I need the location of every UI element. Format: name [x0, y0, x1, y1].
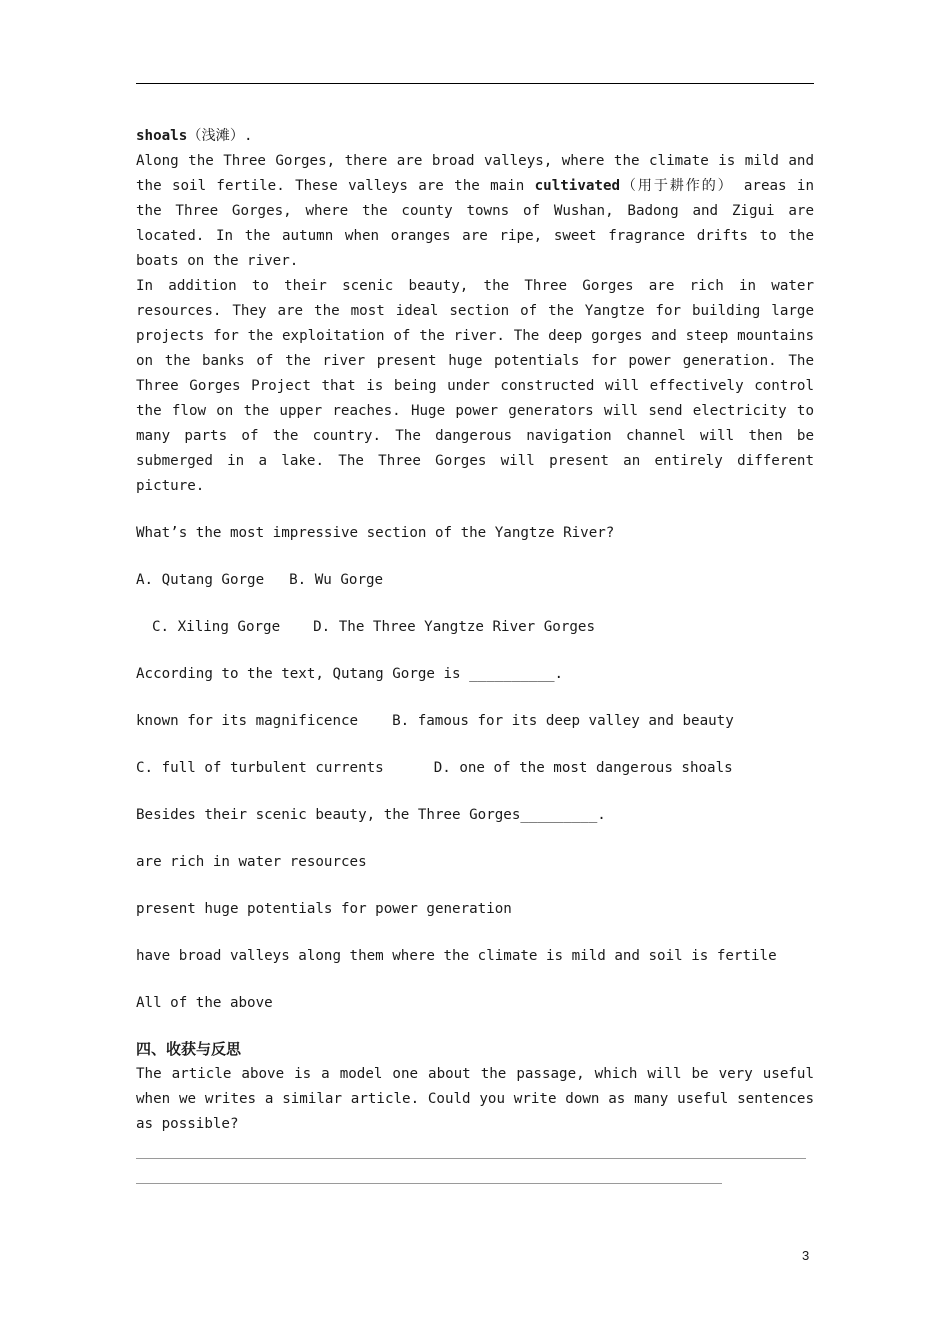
q1-option-a: A. Qutang Gorge — [136, 572, 265, 588]
q1-option-b: B. Wu Gorge — [289, 572, 384, 588]
q2-option-c: C. full of turbulent currents — [136, 760, 384, 776]
question-1-options-cd — [136, 615, 814, 640]
q1-option-c: C. Xiling Gorge — [152, 619, 281, 635]
answer-line-2[interactable] — [136, 1183, 722, 1184]
page-number: 3 — [802, 1248, 810, 1263]
q3-option-a: are rich in water resources — [136, 854, 367, 870]
shoals-gloss: （浅滩）. — [187, 128, 253, 144]
header-rule — [136, 83, 814, 84]
q2-option-b: B. famous for its deep valley and beauty — [392, 713, 734, 729]
q1-option-d: D. The Three Yangtze River Gorges — [313, 619, 595, 635]
question-1-stem: What’s the most impressive section of the Yangtze River? — [136, 525, 615, 541]
bold-term-shoals: shoals — [136, 128, 188, 144]
q3-option-d: All of the above — [136, 995, 273, 1011]
question-3-stem: Besides their scenic beauty, the Three Gorges_________. — [136, 807, 606, 823]
q3-option-b: present huge potentials for power generation — [136, 901, 512, 917]
page-content — [136, 124, 814, 1137]
valleys-text-rest: （用于耕作的） areas in the Three Gorges, where the county towns of Wushan, Badong and Zigui are located. In the autumn when oranges are ripe, sweet fragrance drifts to the boats on the river. — [136, 178, 814, 269]
section-4-heading: 四、收获与反思 — [136, 1040, 242, 1058]
question-2-options-ab — [136, 709, 814, 734]
paragraph-valleys — [136, 149, 814, 274]
question-2-options-cd — [136, 756, 814, 781]
question-2-stem: According to the text, Qutang Gorge is __________. — [136, 666, 564, 682]
valleys-text: Along the Three Gorges, there are broad valleys, where the climate is mild and the soil fertile. These valleys are the main — [136, 153, 814, 194]
q2-option-a: known for its magnificence — [136, 713, 359, 729]
question-1-options-ab — [136, 568, 814, 593]
q3-option-c: have broad valleys along them where the climate is mild and soil is fertile — [136, 948, 777, 964]
section-4-text: The article above is a model one about the passage, which will be very useful when we writes a similar article. Could you write down as many useful sentences as possible? — [136, 1066, 814, 1132]
paragraph-water-resources: In addition to their scenic beauty, the Three Gorges are rich in water resources. They are the most ideal section of the Yangtze for building large projects for the exploitation of the river. The deep gorges and steep mountains on the banks of the river present huge potentials for power generation. The Three Gorges Project that is being under constructed will effectively control the flow on the upper reaches. Huge power generators will send electricity to many parts of the country. The dangerous navigation channel will then be submerged in a lake. The Three Gorges will present an entirely different picture. — [136, 278, 814, 494]
q2-option-d: D. one of the most dangerous shoals — [433, 760, 733, 776]
answer-line-1[interactable] — [136, 1158, 806, 1159]
paragraph-shoals — [136, 124, 814, 149]
bold-term-cultivated: cultivated — [534, 178, 621, 194]
